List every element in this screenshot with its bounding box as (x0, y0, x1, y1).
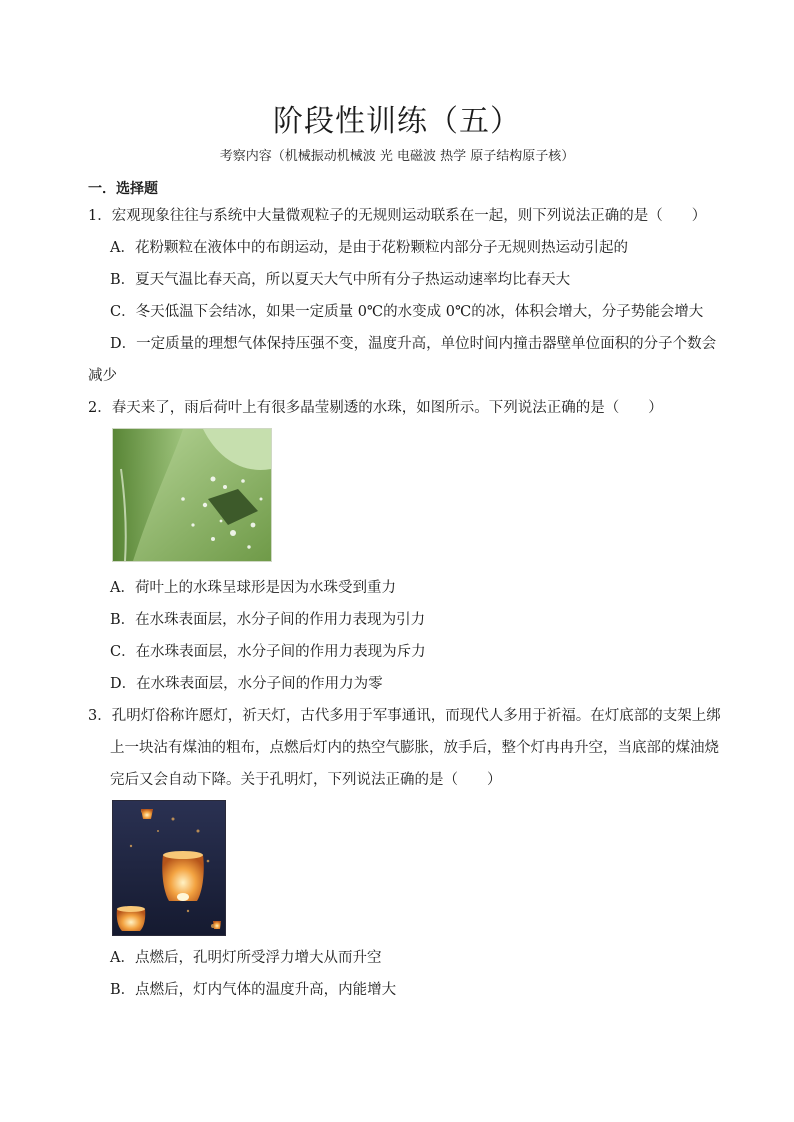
question-1-option-c: C．冬天低温下会结冰，如果一定质量 0℃的水变成 0℃的冰，体积会增大，分子势能会增大 (110, 304, 704, 320)
question-3-option-b: B．点燃后，灯内气体的温度升高，内能增大 (110, 982, 397, 998)
lotus-leaf-water-drops-image (112, 428, 272, 562)
question-3-stem-line-3: 完后又会自动下降。关于孔明灯，下列说法正确的是（ ） (110, 772, 502, 788)
section-heading: 一．选择题 (88, 181, 158, 197)
question-2-option-b: B．在水珠表面层，水分子间的作用力表现为引力 (110, 612, 426, 628)
question-2-option-a: A．荷叶上的水珠呈球形是因为水珠受到重力 (110, 580, 396, 596)
question-3-option-a: A．点燃后，孔明灯所受浮力增大从而升空 (110, 950, 382, 966)
question-2-option-c: C．在水珠表面层，水分子间的作用力表现为斥力 (110, 644, 426, 660)
question-1-option-b: B．夏天气温比春天高，所以夏天大气中所有分子热运动速率均比春天大 (110, 272, 571, 288)
question-2-stem: 2．春天来了，雨后荷叶上有很多晶莹剔透的水珠，如图所示。下列说法正确的是（ ） (88, 400, 663, 416)
question-1-stem: 1．宏观现象往往与系统中大量微观粒子的无规则运动联系在一起，则下列说法正确的是（ ） (88, 208, 707, 224)
question-1-option-d: D．一定质量的理想气体保持压强不变，温度升高，单位时间内撞击器壁单位面积的分子个数会 (110, 336, 717, 352)
question-3-stem-line-1: 3．孔明灯俗称许愿灯，祈天灯，古代多用于军事通讯，而现代人多用于祈福。在灯底部的支架上绑 (88, 708, 721, 724)
question-2-option-d: D．在水珠表面层，水分子间的作用力为零 (110, 676, 383, 692)
page-title: 阶段性训练（五） (273, 104, 521, 139)
page-subtitle: 考察内容（机械振动机械波 光 电磁波 热学 原子结构原子核） (219, 149, 575, 164)
question-3-stem-line-2: 上一块沾有煤油的粗布，点燃后灯内的热空气膨胀，放手后，整个灯冉冉升空，当底部的煤油烧 (110, 740, 719, 756)
sky-lanterns-image (112, 800, 226, 936)
question-1-option-d-continuation: 减少 (88, 368, 117, 384)
question-1-option-a: A．花粉颗粒在液体中的布朗运动，是由于花粉颗粒内部分子无规则热运动引起的 (110, 240, 628, 256)
